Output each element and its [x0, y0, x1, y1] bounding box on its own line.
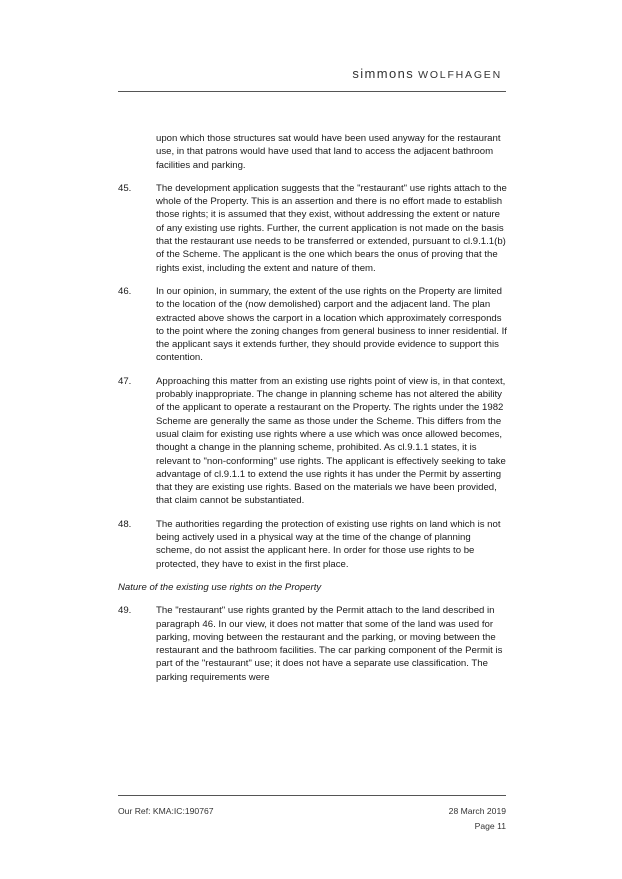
paragraph-48: [118, 518, 508, 571]
firm-logo: [352, 66, 502, 81]
paragraph-text: The "restaurant" use rights granted by the Permit attach to the land described in paragraph 46. In our view, it does not matter that some of the land was used for parking, moving between the restaurant and the parking, or moving between the restaurant and the bathroom facilities. The car parking component of the Permit is part of the "restaurant" use; it does not have a separate use classification. The parking requirements were: [156, 605, 503, 683]
paragraph-text: The development application suggests that the "restaurant" use rights attach to the whole of the Property. This is an assertion and there is no effort made to establish those rights; it is assumed that they exist, without addressing the extent or nature of any existing use rights. Further, the current application is not made on the basis that the restaurant use needs to be transferred or extended, pursuant to cl.9.1.1(b) of the Scheme. The applicant is the one which bears the onus of proving that the rights exist, including the extent and nature of them.: [156, 182, 507, 274]
footer-divider: [118, 795, 506, 796]
header-divider: [118, 91, 506, 92]
section-subheading: Nature of the existing use rights on the Property: [118, 581, 322, 593]
continuation-text: upon which those structures sat would have been used anyway for the restaurant use, in that patrons would have used that land to access the adjacent bathroom facilities and parking.: [156, 133, 501, 171]
paragraph-text: Approaching this matter from an existing use rights point of view is, in that context, probably inappropriate. The change in planning scheme has not altered the ability of the applicant to operate a restaurant on the Property. The rights under the 1982 Scheme are generally the same as those under the Scheme. This differs from the usual claim for existing use rights where a use which was once allowed becomes, thought a change in the planning scheme, prohibited. As cl.9.1.1 states, it is relevant to "non-conforming" use rights. The applicant is effectively seeking to take advantage of cl.9.1.1 to extend the use rights it has under the Permit by asserting that they are existing use rights. Based on the materials we have been provided, that claim cannot be substantiated.: [156, 375, 506, 507]
logo-brand-wolfhagen: WOLFHAGEN: [418, 69, 502, 81]
paragraph-45: [118, 182, 508, 275]
paragraph-number: 49.: [118, 605, 132, 617]
document-body: [118, 132, 508, 694]
logo-brand-simmons: simmons: [352, 66, 415, 81]
paragraph-number: 47.: [118, 375, 132, 387]
paragraph-text: The authorities regarding the protection of existing use rights on land which is not being actively used in a physical way at the time of the change of planning scheme, do not assist the applicant here. In order for those use rights to be protected, they have to exist in the first place.: [156, 518, 501, 570]
paragraph-text: In our opinion, in summary, the extent of the use rights on the Property are limited to the location of the (now demolished) carport and the adjacent land. The plan extracted above shows the carport in a location which approximately corresponds to the point where the zoning changes from general business to inner residential. If the applicant says it extends further, they should provide evidence to support this contention.: [156, 285, 507, 364]
document-date: 28 March 2019: [448, 806, 506, 816]
paragraph-49: [118, 604, 508, 684]
our-reference: Our Ref: KMA:IC:190767: [118, 806, 214, 816]
paragraph-number: 46.: [118, 285, 132, 297]
paragraph-47: [118, 375, 508, 508]
paragraph-number: 48.: [118, 518, 132, 530]
paragraph-number: 45.: [118, 182, 132, 194]
paragraph-46: [118, 285, 508, 365]
page-number: Page 11: [474, 821, 506, 831]
